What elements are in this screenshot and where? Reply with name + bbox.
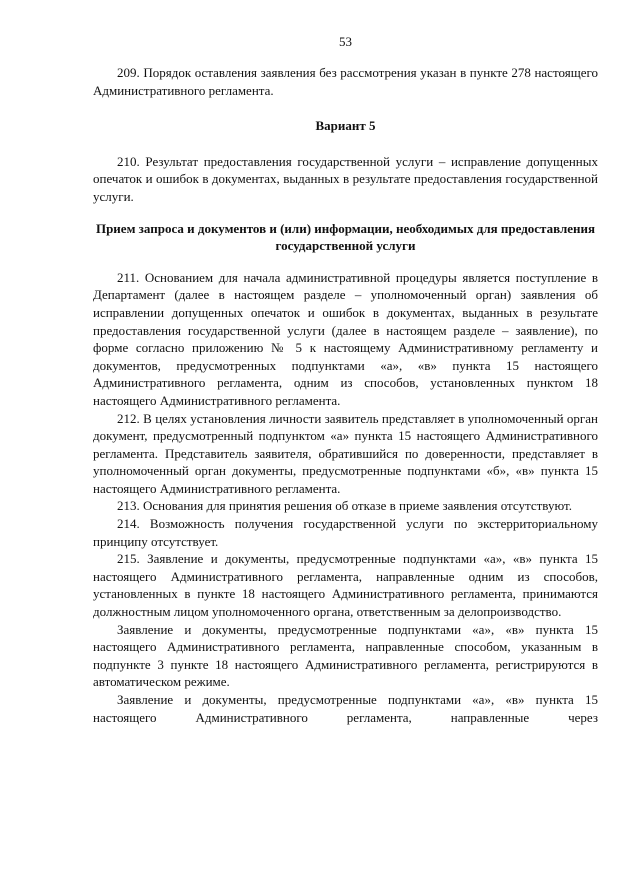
spacer: [93, 206, 598, 220]
variant-heading: Вариант 5: [315, 118, 376, 134]
paragraph-215-final: Заявление и документы, предусмотренные подпунктами «а», «в» пункта 15 настоящего Административного регламента, направленные через: [93, 692, 598, 725]
paragraph-215-continued: Заявление и документы, предусмотренные подпунктами «а», «в» пункта 15 настоящего Административного регламента, направленные способом, указанным в подпункте 3 пункте 18 настоящего Административного регламента, регистрируются в автоматическом режиме.: [93, 621, 598, 690]
paragraph-211: 211. Основанием для начала административной процедуры является поступление в Департамент (далее в настоящем разделе – уполномоченный орган) заявления об исправлении допущенных опечаток и ошибок в документах, выданных в результате предоставления государственной услуги (далее в настоящем разделе – заявление), по форме согласно приложению № 5 к настоящему Административному регламенту и документов, предусмотренных подпунктами «а», «в» пункта 15 настоящего Административного регламента, одним из способов, установленных пунктом 18 настоящего Административного регламента.: [93, 269, 598, 408]
spacer: [93, 135, 598, 153]
paragraph-213: 213. Основания для принятия решения об отказе в приеме заявления отсутствуют.: [117, 498, 572, 514]
spacer: [93, 99, 598, 117]
spacer: [93, 255, 598, 269]
paragraph-212: 212. В целях установления личности заявитель представляет в уполномоченный орган документ, предусмотренный подпунктом «а» пункта 15 настоящего Административного регламента. Представитель заявителя, обратившийся по доверенности, представляет в уполномоченный орган документы, предусмотренные подпунктами «б», «в» пункта 15 настоящего Административного регламента.: [93, 410, 598, 496]
paragraph-210: 210. Результат предоставления государственной услуги – исправление допущенных опечаток и ошибок в документах, выданных в результате предоставления государственной услуги.: [93, 153, 598, 204]
page-number: 53: [339, 34, 352, 49]
section-heading: Прием запроса и документов и (или) информации, необходимых для предоставления государственной услуги: [95, 220, 596, 254]
paragraph-215: 215. Заявление и документы, предусмотренные подпунктами «а», «в» пункта 15 настоящего Административного регламента, направленные одним из способов, установленных в пункте 18 настоящего Административного регламента, принимаются должностным лицом уполномоченного органа, ответственным за делопроизводство.: [93, 551, 598, 620]
paragraph-214: 214. Возможность получения государственной услуги по экстерриториальному принципу отсутствует.: [93, 516, 598, 549]
paragraph-209: 209. Порядок оставления заявления без рассмотрения указан в пункте 278 настоящего Административного регламента.: [93, 65, 598, 98]
